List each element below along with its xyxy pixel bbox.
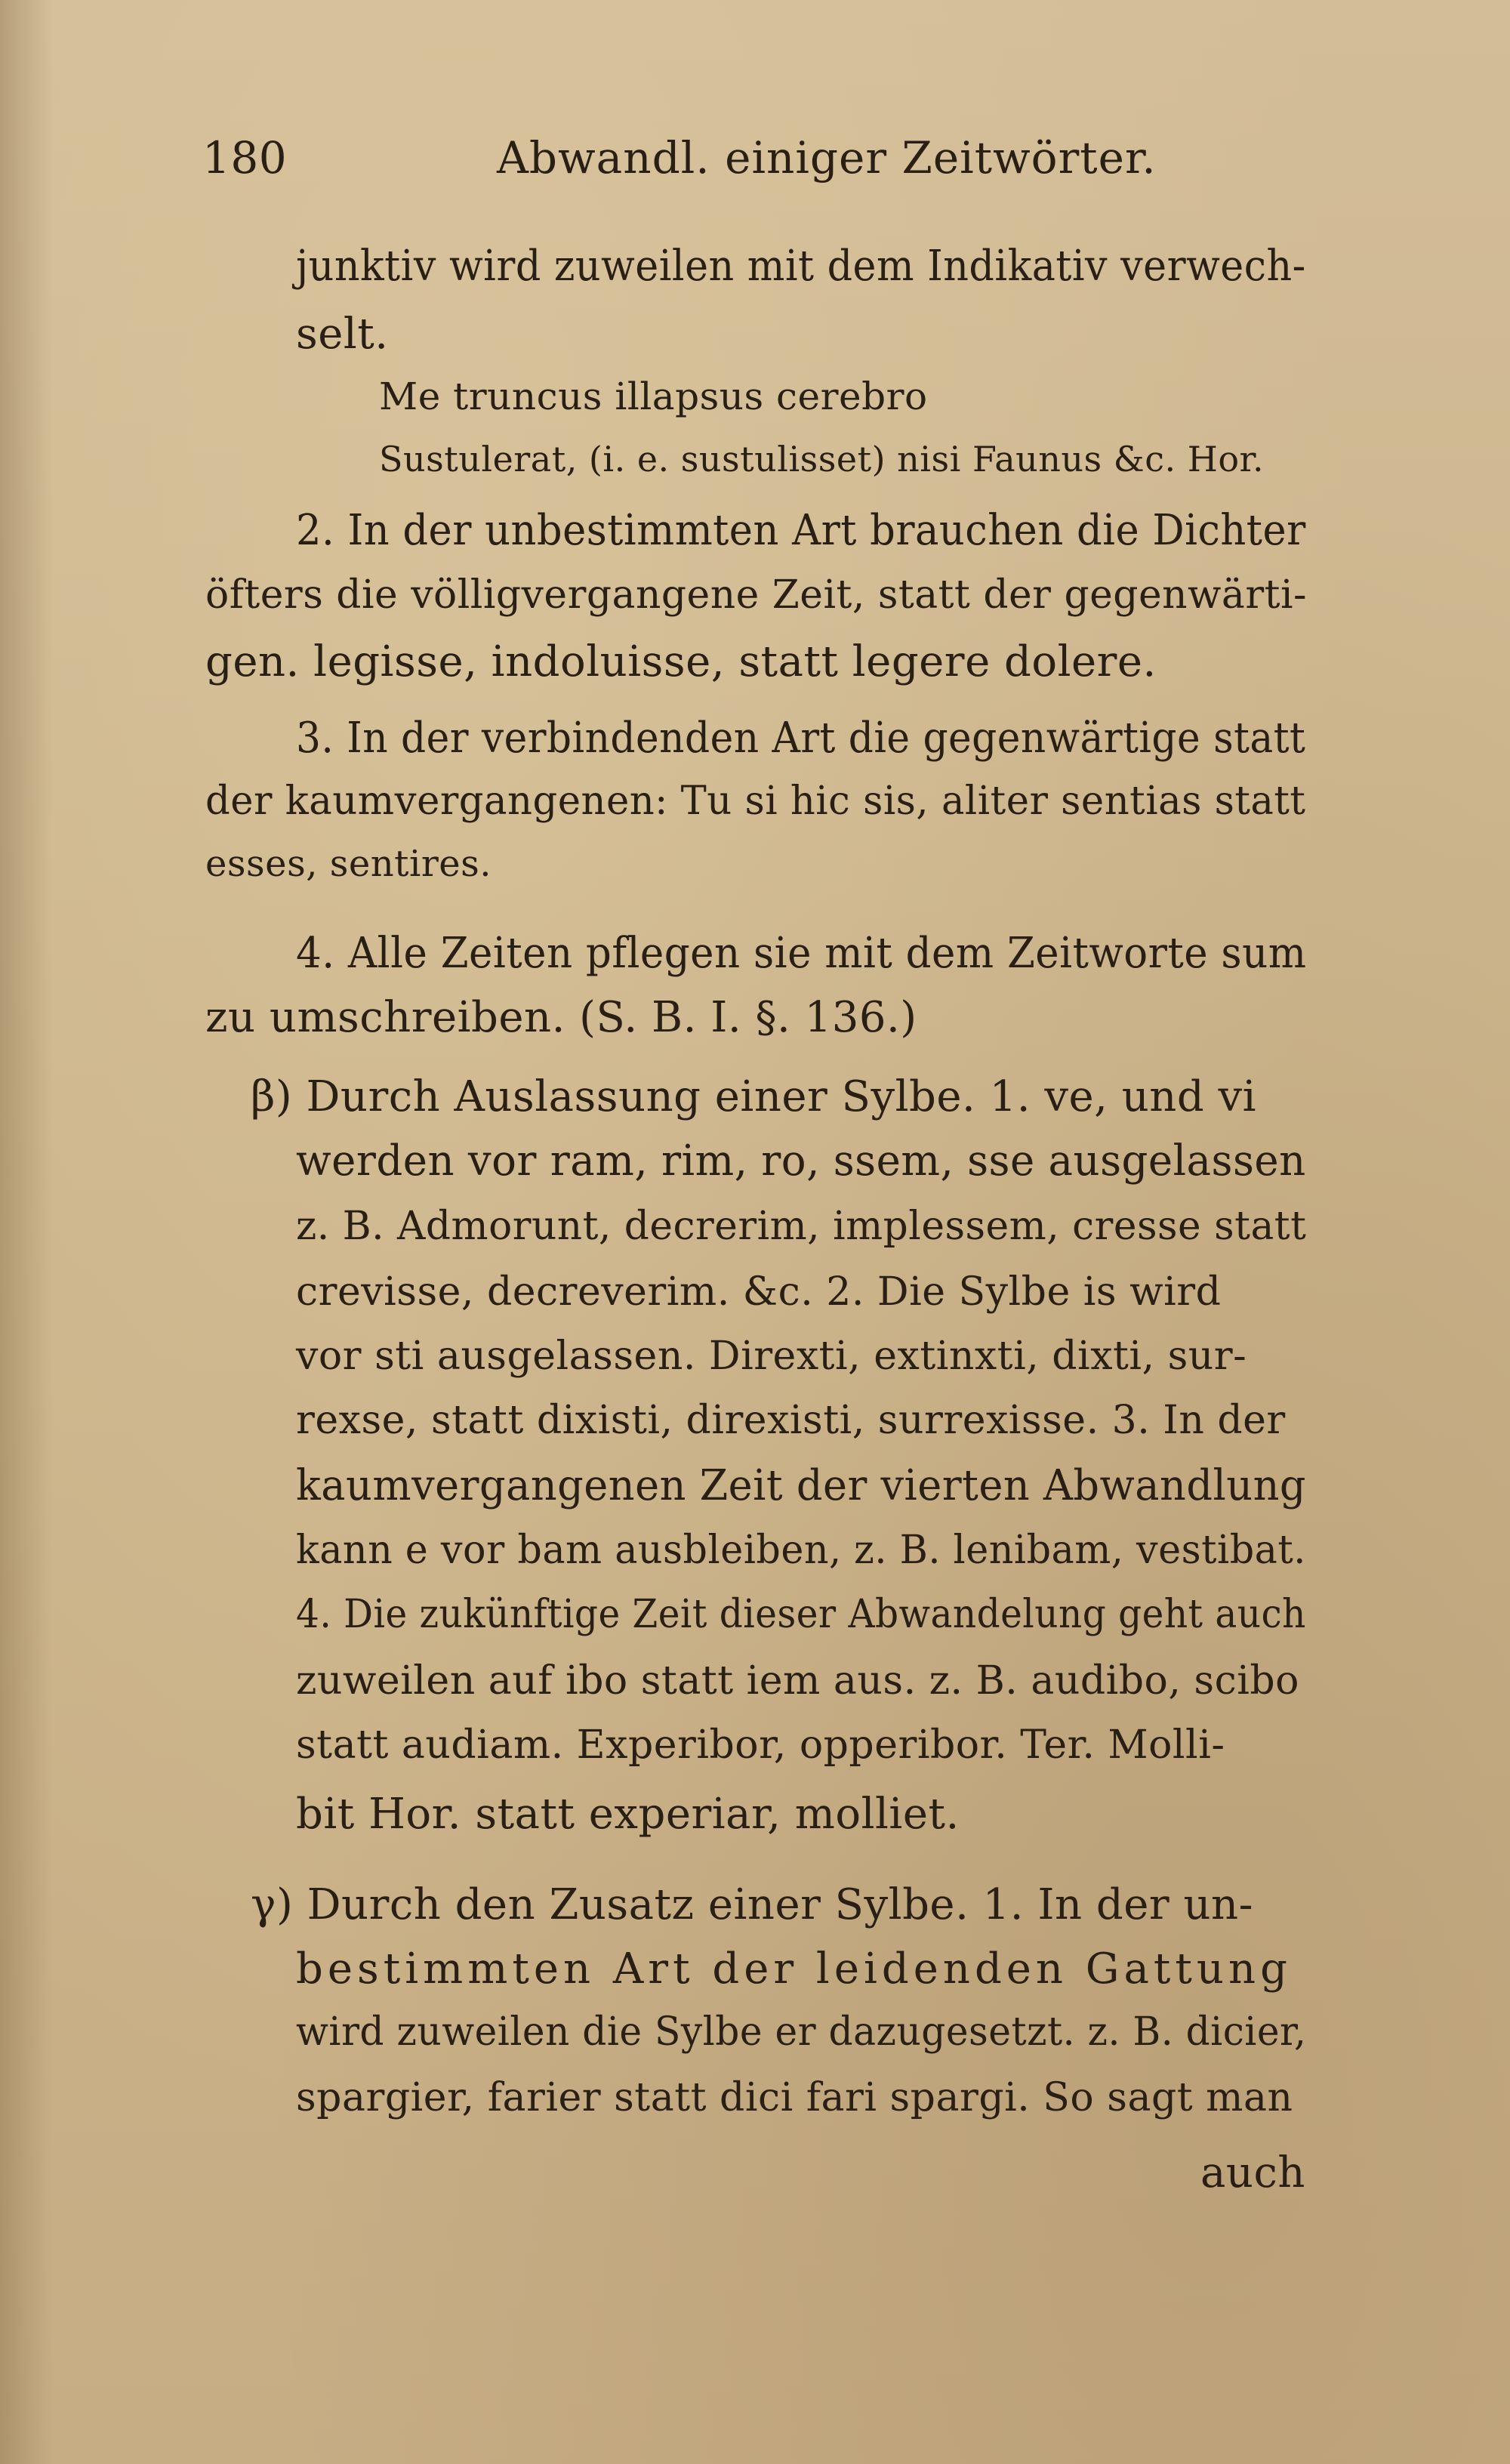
text-line: junktiv wird zuweilen mit dem Indikativ verwech- xyxy=(296,242,1306,291)
text-line: kaumvergangenen Zeit der vierten Abwandlung xyxy=(296,1461,1307,1510)
text-line: bit Hor. statt experiar, molliet. xyxy=(296,1790,960,1839)
text-line: bestimmten Art der leidenden Gattung xyxy=(296,1944,1292,1994)
text-line: vor sti ausgelassen. Direxti, extinxti, dixti, sur- xyxy=(296,1334,1247,1379)
text-line: β) Durch Auslassung einer Sylbe. 1. ve, und vi xyxy=(251,1072,1257,1121)
text-line: öfters die völligvergangene Zeit, statt der gegenwärti- xyxy=(205,572,1308,618)
text-line: 4. Alle Zeiten pflegen sie mit dem Zeitworte sum xyxy=(296,929,1307,978)
text-line: kann e vor bam ausbleiben, z. B. lenibam, vestibat. xyxy=(296,1528,1306,1573)
text-line: Me truncus illapsus cerebro xyxy=(379,375,928,418)
text-line: gen. legisse, indoluisse, statt legere dolere. xyxy=(205,637,1157,686)
text-line: selt. xyxy=(296,310,389,359)
text-line: werden vor ram, rim, ro, ssem, sse ausgelassen xyxy=(296,1136,1306,1186)
page-number: 180 xyxy=(202,132,288,183)
text-line: der kaumvergangenen: Tu si hic sis, aliter sentias statt xyxy=(205,779,1306,824)
text-line: wird zuweilen die Sylbe er dazugesetzt. z. B. dicier, xyxy=(296,2009,1307,2055)
text-line: esses, sentires. xyxy=(205,843,492,885)
running-header xyxy=(202,132,1274,189)
text-line: rexse, statt dixisti, direxisti, surrexisse. 3. In der xyxy=(296,1398,1286,1443)
catchword: auch xyxy=(1200,2148,1305,2197)
text-line: 4. Die zukünftige Zeit dieser Abwandelung geht auch xyxy=(296,1592,1306,1637)
text-line: crevisse, decreverim. &c. 2. Die Sylbe is wird xyxy=(296,1269,1222,1315)
text-line: 3. In der verbindenden Art die gegenwärtige statt xyxy=(296,714,1306,763)
text-line: statt audiam. Experibor, opperibor. Ter. Molli- xyxy=(296,1722,1225,1768)
text-line: zuweilen auf ibo statt iem aus. z. B. audibo, scibo xyxy=(296,1658,1299,1704)
text-line: z. B. Admorunt, decrerim, implessem, cresse statt xyxy=(296,1204,1307,1249)
text-line: spargier, farier statt dici fari spargi. So sagt man xyxy=(296,2075,1293,2120)
text-line: 2. In der unbestimmten Art brauchen die Dichter xyxy=(296,506,1306,555)
text-line: Sustulerat, (i. e. sustulisset) nisi Faunus &c. Hor. xyxy=(379,439,1265,480)
text-line: γ) Durch den Zusatz einer Sylbe. 1. In der un- xyxy=(251,1880,1254,1929)
gutter-shadow xyxy=(0,0,53,2464)
text-line: zu umschreiben. (S. B. I. §. 136.) xyxy=(205,993,917,1042)
running-title: Abwandl. einiger Zeitwörter. xyxy=(497,132,1157,183)
